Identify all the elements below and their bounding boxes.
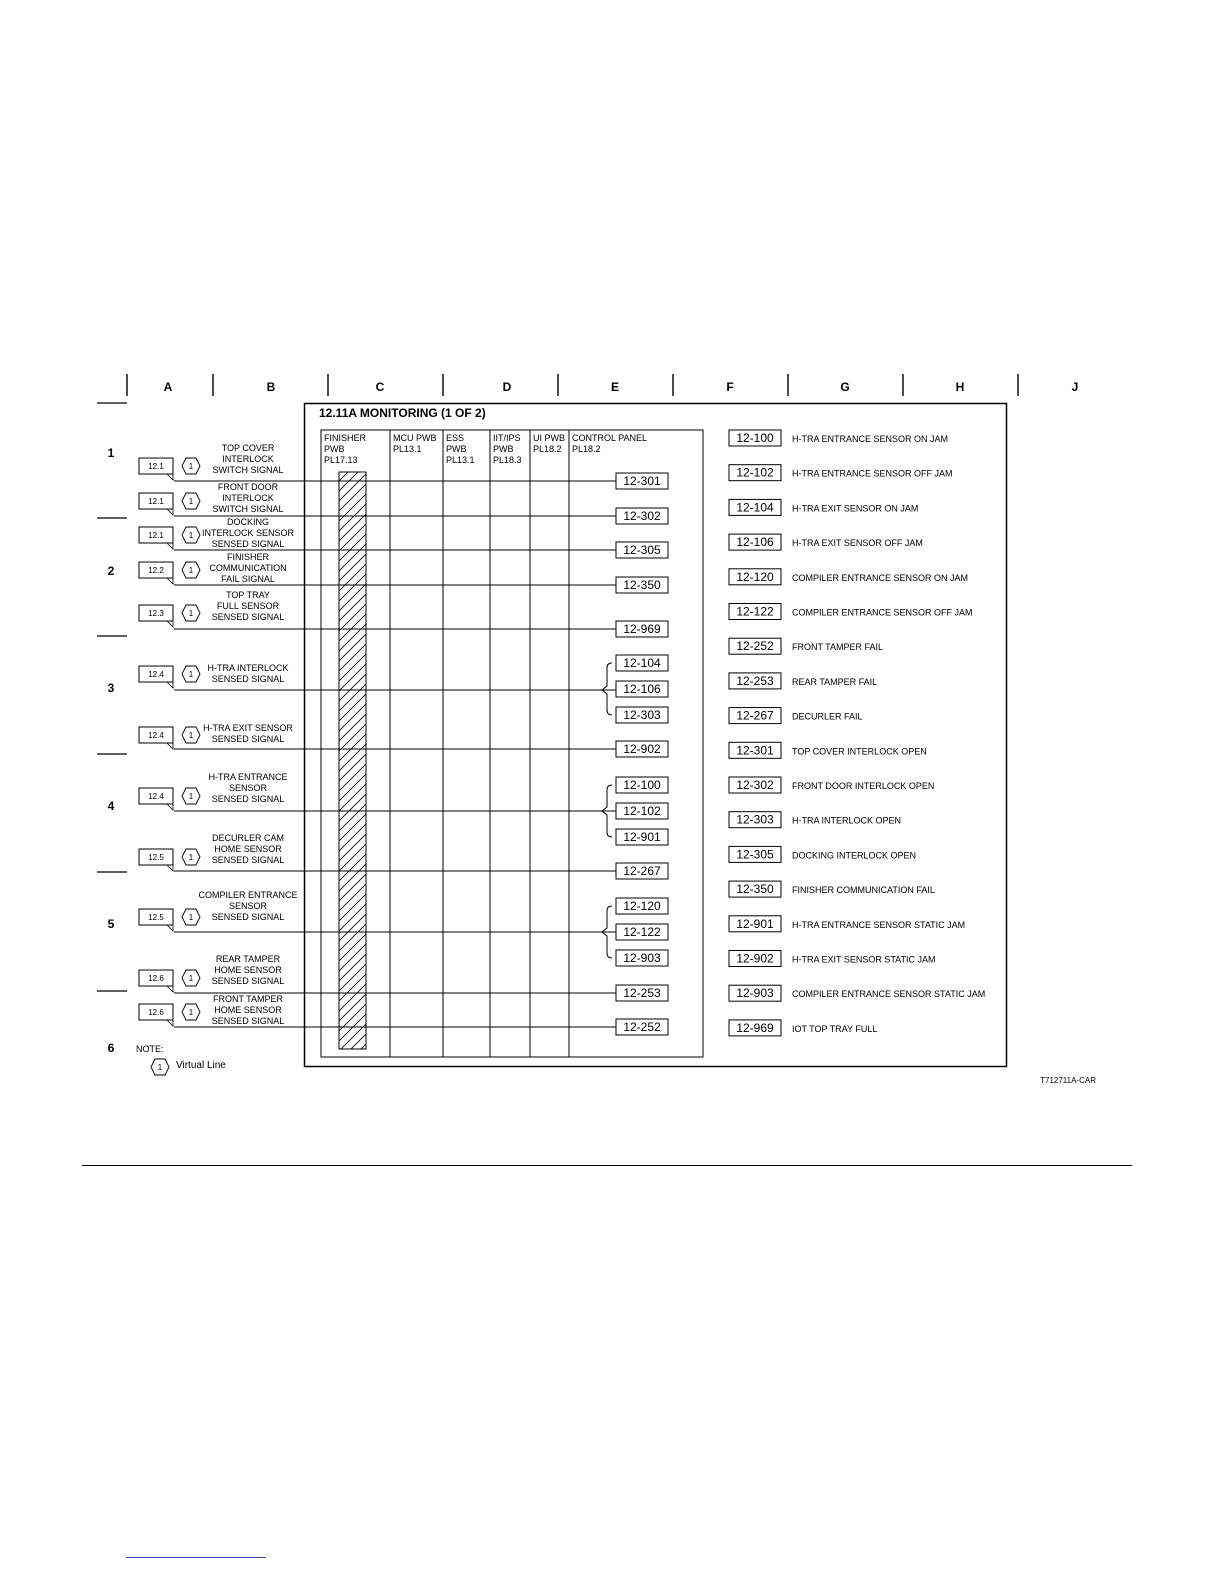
zone-column-label: E <box>610 380 620 394</box>
signal-label: TOP COVER INTERLOCK SWITCH SIGNAL <box>212 443 284 475</box>
fault-code-label: 12-122 <box>736 604 774 619</box>
signal-label: FINISHER COMMUNICATION FAIL SIGNAL <box>209 552 287 584</box>
signal-ref-tab <box>167 1020 173 1026</box>
signal-label: DOCKING INTERLOCK SENSOR SENSED SIGNAL <box>201 517 295 549</box>
virtual-line-marker-label: 1 <box>188 462 194 471</box>
fault-description: REAR TAMPER FAIL <box>792 676 878 687</box>
fault-description: COMPILER ENTRANCE SENSOR STATIC JAM <box>792 989 986 1000</box>
virtual-line-marker-label: 1 <box>188 609 194 618</box>
code-bracket <box>602 663 612 715</box>
signal-ref-label: 12.1 <box>148 497 164 506</box>
signal-label: DECURLER CAM HOME SENSOR SENSED SIGNAL <box>211 833 285 865</box>
fault-code-label: 12-100 <box>736 431 774 445</box>
zone-column-label: B <box>266 380 276 394</box>
panel-code-label: 12-303 <box>623 708 661 722</box>
signal-ref-label: 12.6 <box>148 974 164 983</box>
fault-description: FINISHER COMMUNICATION FAIL <box>792 885 935 896</box>
panel-code-label: 12-903 <box>623 951 661 965</box>
board-column-header: UI PWB PL18.2 <box>533 433 566 454</box>
virtual-line-marker-label: 1 <box>188 792 194 801</box>
signal-ref-label: 12.4 <box>148 731 164 740</box>
signal-list <box>139 443 298 1026</box>
fault-description: H-TRA ENTRANCE SENSOR STATIC JAM <box>792 919 966 930</box>
panel-code-label: 12-902 <box>623 742 661 756</box>
note-label: NOTE: <box>136 1044 164 1054</box>
signal-ref-label: 12.5 <box>148 913 164 922</box>
signal-label: H-TRA INTERLOCK SENSED SIGNAL <box>207 663 289 684</box>
signal-label: TOP TRAY FULL SENSOR SENSED SIGNAL <box>211 590 285 622</box>
signal-ref-tab <box>167 682 173 688</box>
fault-code-label: 12-305 <box>736 847 774 862</box>
fault-description: COMPILER ENTRANCE SENSOR OFF JAM <box>792 607 973 618</box>
page-rule <box>82 1165 1132 1166</box>
virtual-line-marker-label: 1 <box>188 497 194 506</box>
signal-ref-tab <box>167 543 173 549</box>
fault-description: TOP COVER INTERLOCK OPEN <box>792 746 927 757</box>
fault-code-label: 12-106 <box>736 535 774 550</box>
signal-ref-tab <box>167 925 173 931</box>
fault-code-label: 12-104 <box>736 500 774 515</box>
fault-code-label: 12-302 <box>736 778 774 792</box>
signal-ref-label: 12.2 <box>148 566 164 575</box>
panel-code-label: 12-104 <box>623 656 661 670</box>
fault-code-label: 12-301 <box>736 743 774 758</box>
note-text: Virtual Line <box>176 1060 226 1071</box>
fault-code-label: 12-102 <box>736 465 774 480</box>
fault-description: FRONT DOOR INTERLOCK OPEN <box>792 781 935 791</box>
panel-code-label: 12-120 <box>623 899 661 913</box>
signal-label: H-TRA ENTRANCE SENSOR SENSED SIGNAL <box>208 772 288 804</box>
fault-code-label: 12-253 <box>736 673 774 688</box>
zone-column-label: G <box>840 380 850 394</box>
signal-ref-label: 12.4 <box>148 670 164 679</box>
signal-label: COMPILER ENTRANCE SENSOR SENSED SIGNAL <box>198 890 298 922</box>
virtual-line-marker-label: 1 <box>188 1008 194 1017</box>
panel-code-label: 12-305 <box>623 543 661 557</box>
fault-description: H-TRA ENTRANCE SENSOR ON JAM <box>792 434 949 444</box>
board-column-header: CONTROL PANEL PL18.2 <box>572 433 648 454</box>
panel-code-label: 12-100 <box>623 778 661 792</box>
fault-code-label: 12-303 <box>736 812 774 827</box>
fault-code-label: 12-969 <box>736 1020 774 1035</box>
virtual-line-marker-label: 1 <box>188 531 194 540</box>
fault-code-label: 12-901 <box>736 916 774 931</box>
board-column-header: ESS PWB PL13.1 <box>446 433 475 465</box>
panel-code-label: 12-267 <box>623 864 661 878</box>
panel-code-label: 12-901 <box>623 830 661 844</box>
signal-ref-label: 12.5 <box>148 853 164 862</box>
fault-description: H-TRA ENTRANCE SENSOR OFF JAM <box>792 468 953 479</box>
signal-ref-label: 12.4 <box>148 792 164 801</box>
fault-code-label: 12-252 <box>736 639 774 654</box>
fault-code-label: 12-902 <box>736 951 774 966</box>
board-column-header: MCU PWB PL13.1 <box>393 433 437 454</box>
virtual-line-marker-label: 1 <box>188 853 194 862</box>
note <box>136 1044 1096 1085</box>
signal-ref-label: 12.1 <box>148 462 164 471</box>
fault-code-label: 12-350 <box>736 882 774 897</box>
fault-code-label: 12-120 <box>736 569 774 584</box>
fault-code-label: 12-903 <box>736 986 774 1001</box>
zone-column-label: F <box>726 380 734 394</box>
panel-code-label: 12-350 <box>623 578 661 592</box>
panel-code-label: 12-301 <box>623 474 661 488</box>
fault-description: H-TRA EXIT SENSOR OFF JAM <box>792 538 923 549</box>
zone-column-label: C <box>375 380 385 394</box>
panel-code-label: 12-102 <box>623 804 661 818</box>
zone-row-label: 2 <box>107 564 115 578</box>
zone-column-label: J <box>1071 380 1079 394</box>
board-column-header: FINISHER PWB PL17.13 <box>324 433 367 465</box>
signal-label: REAR TAMPER HOME SENSOR SENSED SIGNAL <box>211 954 285 986</box>
signal-ref-tab <box>167 865 173 871</box>
fault-description: IOT TOP TRAY FULL <box>792 1023 878 1034</box>
fault-description: COMPILER ENTRANCE SENSOR ON JAM <box>792 572 969 583</box>
signal-ref-tab <box>167 578 173 584</box>
panel-code-label: 12-122 <box>623 925 661 939</box>
virtual-line-marker-label: 1 <box>188 974 194 983</box>
zone-row-label: 3 <box>107 681 115 695</box>
signal-ref-tab <box>167 804 173 810</box>
fault-description: H-TRA EXIT SENSOR STATIC JAM <box>792 954 936 965</box>
figure-id: T712711A-CAR <box>1040 1076 1096 1085</box>
signal-label: H-TRA EXIT SENSOR SENSED SIGNAL <box>203 723 293 744</box>
note-marker-label: 1 <box>157 1063 163 1072</box>
zone-row-label: 1 <box>107 446 115 460</box>
signal-ref-tab <box>167 474 173 480</box>
panel-code-label: 12-252 <box>623 1020 661 1034</box>
signal-ref-tab <box>167 986 173 992</box>
zone-column-label: D <box>502 380 512 394</box>
fault-code-label: 12-267 <box>736 708 774 723</box>
zone-row-label: 5 <box>107 917 115 931</box>
board-column-header: IIT/IPS PWB PL18.3 <box>493 433 522 465</box>
finisher-pwb-hatch <box>339 472 366 1049</box>
virtual-line-marker-label: 1 <box>188 913 194 922</box>
fault-description: H-TRA EXIT SENSOR ON JAM <box>792 503 919 514</box>
signal-ref-label: 12.1 <box>148 531 164 540</box>
virtual-line-marker-label: 1 <box>188 731 194 740</box>
panel-code-label: 12-302 <box>623 509 661 523</box>
fault-description: DOCKING INTERLOCK OPEN <box>792 850 917 861</box>
fault-description: FRONT TAMPER FAIL <box>792 642 884 653</box>
signal-ref-tab <box>167 509 173 515</box>
fault-code-list <box>729 430 985 1036</box>
panel-code-label: 12-253 <box>623 986 661 1000</box>
virtual-line-marker-label: 1 <box>188 670 194 679</box>
footer-link-underline <box>126 1557 266 1558</box>
panel-title: 12.11A MONITORING (1 OF 2) <box>319 406 486 420</box>
fault-description: H-TRA INTERLOCK OPEN <box>792 815 902 826</box>
zone-row-label: 4 <box>107 799 115 813</box>
signal-ref-label: 12.3 <box>148 609 164 618</box>
panel-code-label: 12-106 <box>623 682 661 696</box>
zone-row-label: 6 <box>107 1041 115 1055</box>
zone-column-label: A <box>163 380 173 394</box>
signal-ref-tab <box>167 621 173 627</box>
signal-ref-label: 12.6 <box>148 1008 164 1017</box>
signal-ref-tab <box>167 743 173 749</box>
zone-column-label: H <box>955 380 965 394</box>
panel-code-label: 12-969 <box>623 622 661 636</box>
virtual-line-marker-label: 1 <box>188 566 194 575</box>
fault-description: DECURLER FAIL <box>792 711 863 722</box>
signal-label: FRONT TAMPER HOME SENSOR SENSED SIGNAL <box>211 994 285 1026</box>
signal-label: FRONT DOOR INTERLOCK SWITCH SIGNAL <box>212 482 284 514</box>
